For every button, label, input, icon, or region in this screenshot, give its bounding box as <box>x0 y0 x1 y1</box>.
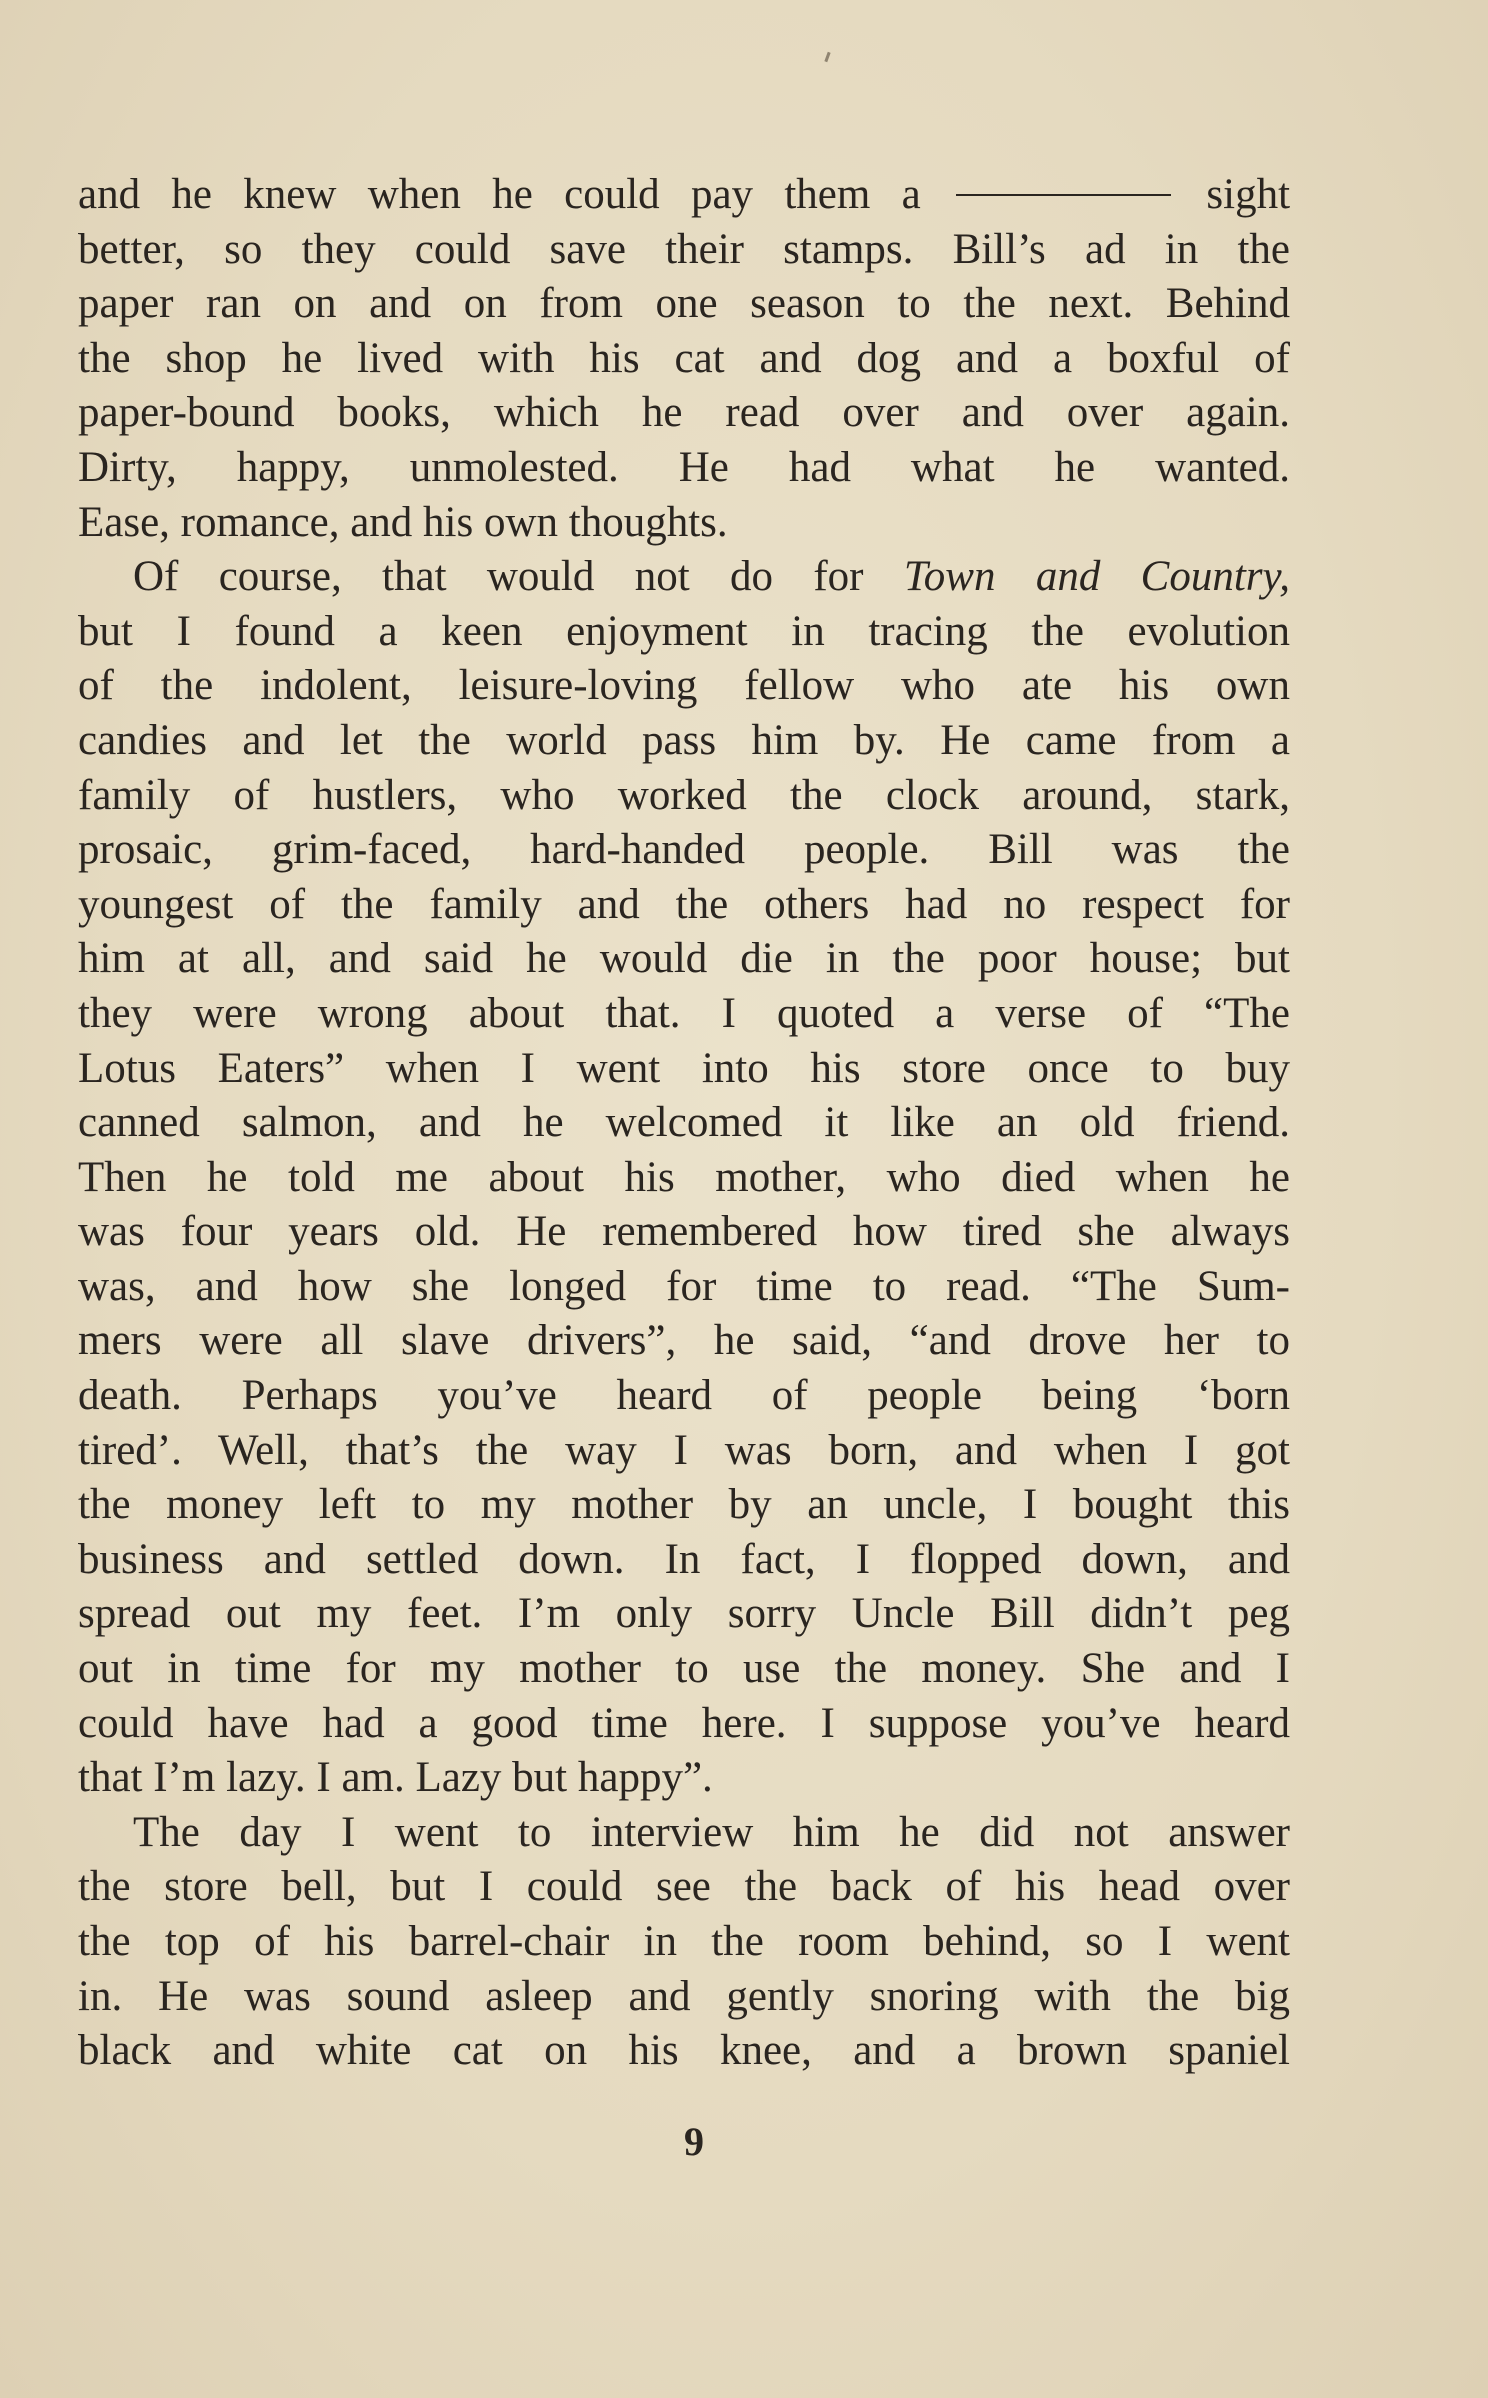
text-line: prosaic, grim-faced, hard-handed people. Bill was the <box>78 826 1290 874</box>
text-line: black and white cat on his knee, and a brown spaniel <box>78 2027 1290 2075</box>
text-line: candies and let the world pass him by. He came from a <box>78 716 1290 764</box>
text-line: the store bell, but I could see the back of his head over <box>78 1863 1290 1911</box>
text-line: mers were all slave drivers”, he said, “and drove her to <box>78 1317 1290 1365</box>
text-line: Then he told me about his mother, who died when he <box>78 1153 1290 1201</box>
text-line: could have had a good time here. I suppose you’ve heard <box>78 1699 1290 1747</box>
text-line: Ease, romance, and his own thoughts. <box>78 498 728 546</box>
text-line: paper-bound books, which he read over and over again. <box>78 389 1290 437</box>
text-line: was, and how she longed for time to read. “The Sum- <box>78 1262 1290 1310</box>
text-line: they were wrong about that. I quoted a verse of “The <box>78 989 1290 1037</box>
censored-dash <box>956 194 1171 196</box>
text-line <box>78 168 1290 223</box>
text-line: The day I went to interview him he did not answer <box>133 1808 1290 1856</box>
text-line: tired’. Well, that’s the way I was born, and when I got <box>78 1426 1290 1474</box>
text-line: was four years old. He remembered how tired she always <box>78 1208 1290 1256</box>
text-line: paper ran on and on from one season to the next. Behind <box>78 280 1290 328</box>
text-line: youngest of the family and the others had no respect for <box>78 880 1290 928</box>
body-text <box>78 168 1290 2079</box>
text-line: business and settled down. In fact, I flopped down, and <box>78 1535 1290 1583</box>
text-line: Dirty, happy, unmolested. He had what he wanted. <box>78 443 1290 491</box>
text-line: the shop he lived with his cat and dog and a boxful of <box>78 334 1290 382</box>
text-line: Lotus Eaters” when I went into his store once to buy <box>78 1044 1290 1092</box>
text-line: him at all, and said he would die in the poor house; but <box>78 935 1290 983</box>
text-line: death. Perhaps you’ve heard of people being ‘born <box>78 1372 1290 1420</box>
line-segment: Of course, that would not do for <box>133 553 864 601</box>
paragraph-2 <box>78 550 1290 1806</box>
line-segment: and he knew when he could pay them a <box>78 171 921 218</box>
line-segment: sight <box>1206 171 1291 218</box>
text-line: the top of his barrel-chair in the room behind, so I went <box>78 1918 1290 1965</box>
paper-speck <box>824 52 830 62</box>
text-line: out in time for my mother to use the money. She and I <box>78 1645 1290 1693</box>
text-line: canned salmon, and he welcomed it like an old friend. <box>78 1099 1290 1147</box>
page-number: 9 <box>684 2119 704 2164</box>
text-line: of the indolent, leisure-loving fellow who ate his own <box>78 662 1290 710</box>
text-line: better, so they could save their stamps. Bill’s ad in the <box>78 225 1290 273</box>
text-line: the money left to my mother by an uncle, I bought this <box>78 1481 1290 1529</box>
text-line: spread out my feet. I’m only sorry Uncle Bill didn’t peg <box>78 1590 1290 1638</box>
paragraph-3 <box>78 1806 1290 2079</box>
paragraph-1 <box>78 168 1290 550</box>
text-line: family of hustlers, who worked the clock around, stark, <box>78 771 1290 819</box>
text-line <box>78 550 1290 605</box>
text-line: that I’m lazy. I am. Lazy but happy”. <box>78 1754 713 1802</box>
text-line: but I found a keen enjoyment in tracing the evolution <box>78 607 1290 655</box>
italic-title: Town and Country, <box>903 553 1290 601</box>
text-line: in. He was sound asleep and gently snoring with the big <box>78 1972 1290 2020</box>
